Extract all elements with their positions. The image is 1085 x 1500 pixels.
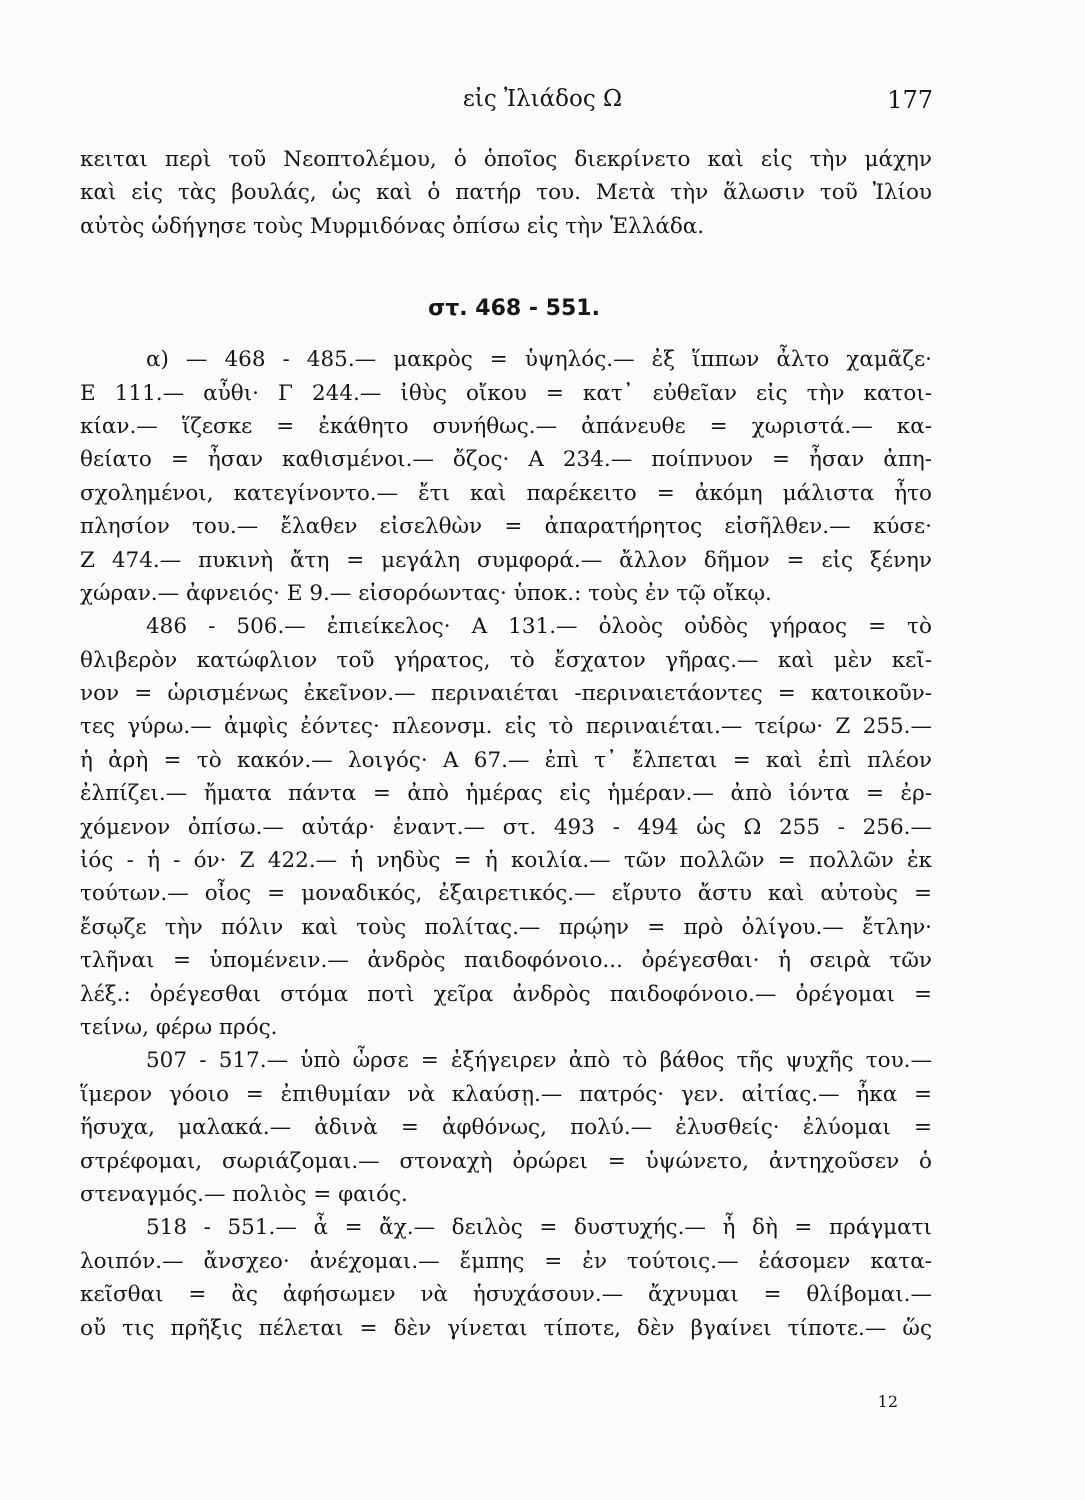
text-line: ἡ ἀρὴ = τὸ κακόν.— λοιγός· Α 67.— ἐπὶ τ᾽ ἔλπεται = καὶ ἐπὶ πλέον [80, 747, 932, 773]
spacer [80, 243, 932, 289]
page-number: 177 [887, 86, 933, 114]
text-line: λοιπόν.— ἄνσχεο· ἀνέχομαι.— ἔμπης = ἐν τούτοις.— ἐάσομεν κατα- [80, 1248, 932, 1274]
text-line: τες γύρω.— ἀμφὶς ἐόντες· πλεονσμ. εἰς τὸ περιναιέται.— τείρω· Ζ 255.— [80, 714, 932, 740]
text-line: ἥσυχα, μαλακά.— ἀδινὰ = ἀφθόνως, πολύ.— ἐλυσθείς· ἐλύομαι = [80, 1115, 932, 1141]
text-line: κεῖσθαι = ἂς ἀφήσωμεν νὰ ἡσυχάσουν.— ἄχνυμαι = θλίβομαι.— [80, 1282, 932, 1308]
spacer [80, 329, 932, 343]
text-line: σχολημένοι, κατεγίνοντο.— ἔτι καὶ παρέκειτο = ἀκόμη μάλιστα ἦτο [80, 480, 932, 506]
text-line: οὔ τις πρῆξις πέλεται = δὲν γίνεται τίποτε, δὲν βγαίνει τίποτε.— ὥς [80, 1315, 932, 1341]
text-line: α) — 468 - 485.— μακρὸς = ὑψηλός.— ἐξ ἵππων ἆλτο χαμᾶζε· [146, 347, 932, 373]
text-line: στεναγμός.— πολιὸς = φαιός. [80, 1181, 408, 1207]
text-line: ἵμερον γόοιο = ἐπιθυμίαν νὰ κλαύσῃ.— πατρός· γεν. αἰτίας.— ἦκα = [80, 1081, 932, 1107]
text-line: κειται περὶ τοῦ Νεοπτολέμου, ὁ ὁποῖος διεκρίνετο καὶ εἰς τὴν μάχην [80, 147, 932, 172]
text-line: ἔσῳζε τὴν πόλιν καὶ τοὺς πολίτας.— πρῴην = πρὸ ὀλίγου.— ἔτλην· [80, 914, 932, 940]
section-heading: στ. 468 - 551. [428, 296, 600, 322]
signature-mark: 12 [877, 1392, 898, 1411]
text-line: ἰός - ἡ - όν· Ζ 422.— ἡ νηδὺς = ἡ κοιλία.— τῶν πολλῶν = πολλῶν ἐκ [80, 848, 932, 874]
text-line: 507 - 517.— ὑπὸ ὦρσε = ἐξήγειρεν ἀπὸ τὸ βάθος τῆς ψυχῆς του.— [146, 1048, 932, 1074]
text-line: λέξ.: ὀρέγεσθαι στόμα ποτὶ χεῖρα ἀνδρὸς παιδοφόνοιο.— ὀρέγομαι = [80, 981, 932, 1007]
text-line: 486 - 506.— ἐπιείκελος· Α 131.— ὀλοὸς οὐδὸς γήραος = τὸ [146, 614, 932, 640]
running-title: εἰς Ἰλιάδος Ω [462, 86, 623, 112]
text-line: αὐτὸς ὡδήγησε τοὺς Μυρμιδόνας ὀπίσω εἰς τὴν Ἑλλάδα. [80, 213, 705, 239]
text-line: χόμενον ὀπίσω.— αὐτάρ· ἐναντ.— στ. 493 - 494 ὡς Ω 255 - 256.— [80, 814, 932, 840]
body-text [80, 143, 932, 1345]
text-line: στρέφομαι, σωριάζομαι.— στοναχὴ ὀρώρει = ὑψώνετο, ἀντηχοῦσεν ὁ [80, 1148, 932, 1174]
text-line: κίαν.— ἵζεσκε = ἐκάθητο συνήθως.— ἀπάνευθε = χωριστά.— κα- [80, 413, 932, 439]
text-line: τλῆναι = ὑπομένειν.— ἀνδρὸς παιδοφόνοιο... ὀρέγεσθαι· ἡ σειρὰ τῶν [80, 948, 932, 974]
text-line: τείνω, φέρω πρός. [80, 1014, 278, 1040]
text-line: Ζ 474.— πυκινὴ ἄτη = μεγάλη συμφορά.— ἄλλον δῆμον = εἰς ξένην [80, 547, 932, 573]
text-line: 518 - 551.— ἆ = ἄχ.— δειλὸς = δυστυχής.— ἦ δὴ = πράγματι [146, 1215, 932, 1241]
text-line: Ε 111.— αὖθι· Γ 244.— ἰθὺς οἴκου = κατ᾽ εὐθεῖαν εἰς τὴν κατοι- [80, 380, 932, 406]
text-line: ἐλπίζει.— ἤματα πάντα = ἀπὸ ἡμέρας εἰς ἡμέραν.— ἀπὸ ἰόντα = ἐρ- [80, 781, 932, 807]
text-line: θλιβερὸν κατώφλιον τοῦ γήρατος, τὸ ἔσχατον γῆρας.— καὶ μὲν κεῖ- [80, 647, 932, 673]
text-line: τούτων.— οἶος = μοναδικός, ἐξαιρετικός.— εἴρυτο ἄστυ καὶ αὐτοὺς = [80, 881, 932, 907]
text-line: καὶ εἰς τὰς βουλάς, ὡς καὶ ὁ πατήρ του. Μετὰ τὴν ἅλωσιν τοῦ Ἰλίου [80, 180, 932, 206]
text-line: νον = ὡρισμένως ἐκεῖνον.— περιναιέται -περιναιετάοντες = κατοικοῦν- [80, 681, 932, 707]
text-line: πλησίον του.— ἔλαθεν εἰσελθὼν = ἀπαρατήρητος εἰσῆλθεν.— κύσε· [80, 514, 932, 540]
text-line: χώραν.— ἀφνειός· Ε 9.— εἰσορόωντας· ὑποκ.: τοὺς ἐν τῷ οἴκῳ. [80, 580, 772, 606]
text-line: θείατο = ἦσαν καθισμένοι.— ὄζος· Α 234.— ποίπνυον = ἦσαν ἀπη- [80, 447, 932, 473]
